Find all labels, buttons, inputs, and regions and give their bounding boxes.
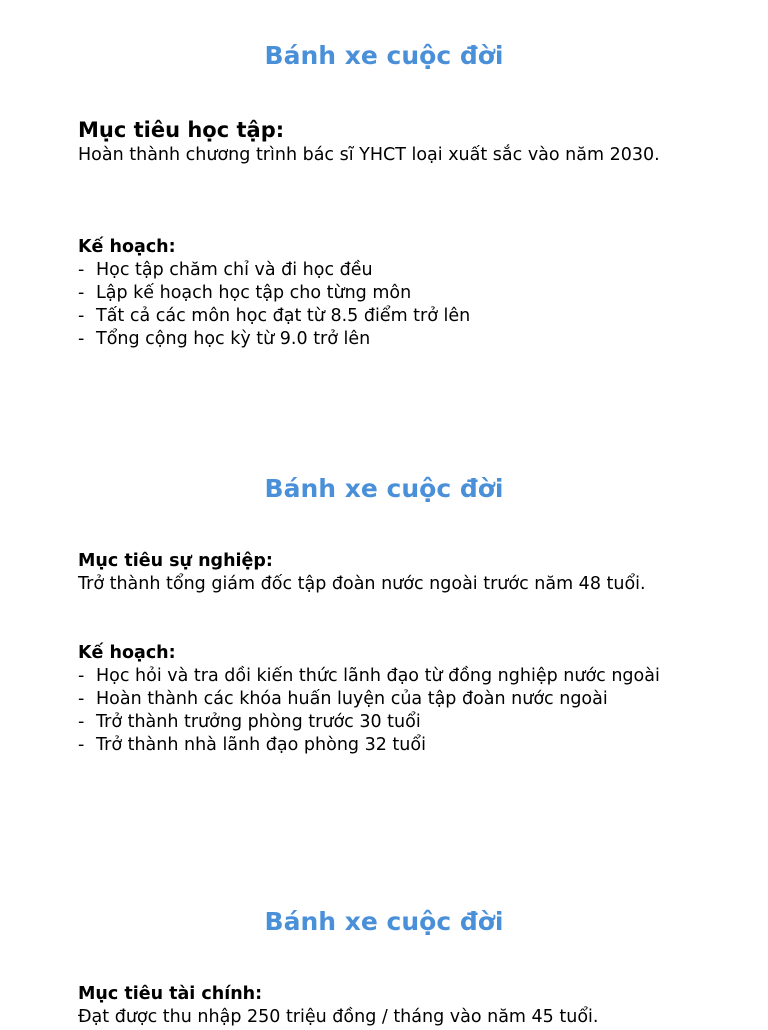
- bullet-dash: -: [78, 260, 85, 280]
- goal-text: Đạt được thu nhập 250 triệu đồng / tháng vào năm 45 tuổi.: [78, 1007, 599, 1027]
- goal-heading: Mục tiêu học tập:: [78, 118, 285, 142]
- goal-section-career: [78, 550, 688, 597]
- bullet-dash: -: [78, 689, 85, 709]
- bullet-dash: -: [78, 306, 85, 326]
- plan-heading: Kế hoạch:: [78, 237, 176, 257]
- goal-text: Trở thành tổng giám đốc tập đoàn nước ngoài trước năm 48 tuổi.: [78, 574, 646, 594]
- goal-heading: Mục tiêu tài chính:: [78, 984, 263, 1004]
- bullet-dash: -: [78, 666, 85, 686]
- list-item: - Tổng cộng học kỳ từ 9.0 trở lên: [78, 329, 371, 349]
- list-item: - Học hỏi và tra dồi kiến thức lãnh đạo từ đồng nghiệp nước ngoài: [78, 666, 660, 686]
- goal-section-study: [78, 116, 688, 168]
- plan-section-career: [78, 642, 688, 757]
- plan-list: [78, 665, 688, 757]
- plan-list: [78, 259, 688, 351]
- page-title: Bánh xe cuộc đời: [264, 41, 504, 70]
- list-item: - Lập kế hoạch học tập cho từng môn: [78, 283, 412, 303]
- bullet-dash: -: [78, 712, 85, 732]
- list-item: - Tất cả các môn học đạt từ 8.5 điểm trở lên: [78, 306, 471, 326]
- plan-section-study: [78, 236, 688, 351]
- bullet-dash: -: [78, 283, 85, 303]
- goal-text: Hoàn thành chương trình bác sĩ YHCT loại xuất sắc vào năm 2030.: [78, 145, 660, 165]
- page-title: Bánh xe cuộc đời: [264, 474, 504, 503]
- bullet-dash: -: [78, 735, 85, 755]
- goal-heading: Mục tiêu sự nghiệp:: [78, 551, 273, 571]
- goal-section-finance: [78, 983, 688, 1030]
- list-item: - Trở thành trưởng phòng trước 30 tuổi: [78, 712, 421, 732]
- list-item: - Hoàn thành các khóa huấn luyện của tập đoàn nước ngoài: [78, 689, 608, 709]
- page-title: Bánh xe cuộc đời: [264, 907, 504, 936]
- list-item: - Học tập chăm chỉ và đi học đều: [78, 260, 373, 280]
- list-item: - Trở thành nhà lãnh đạo phòng 32 tuổi: [78, 735, 426, 755]
- bullet-dash: -: [78, 329, 85, 349]
- plan-heading: Kế hoạch:: [78, 643, 176, 663]
